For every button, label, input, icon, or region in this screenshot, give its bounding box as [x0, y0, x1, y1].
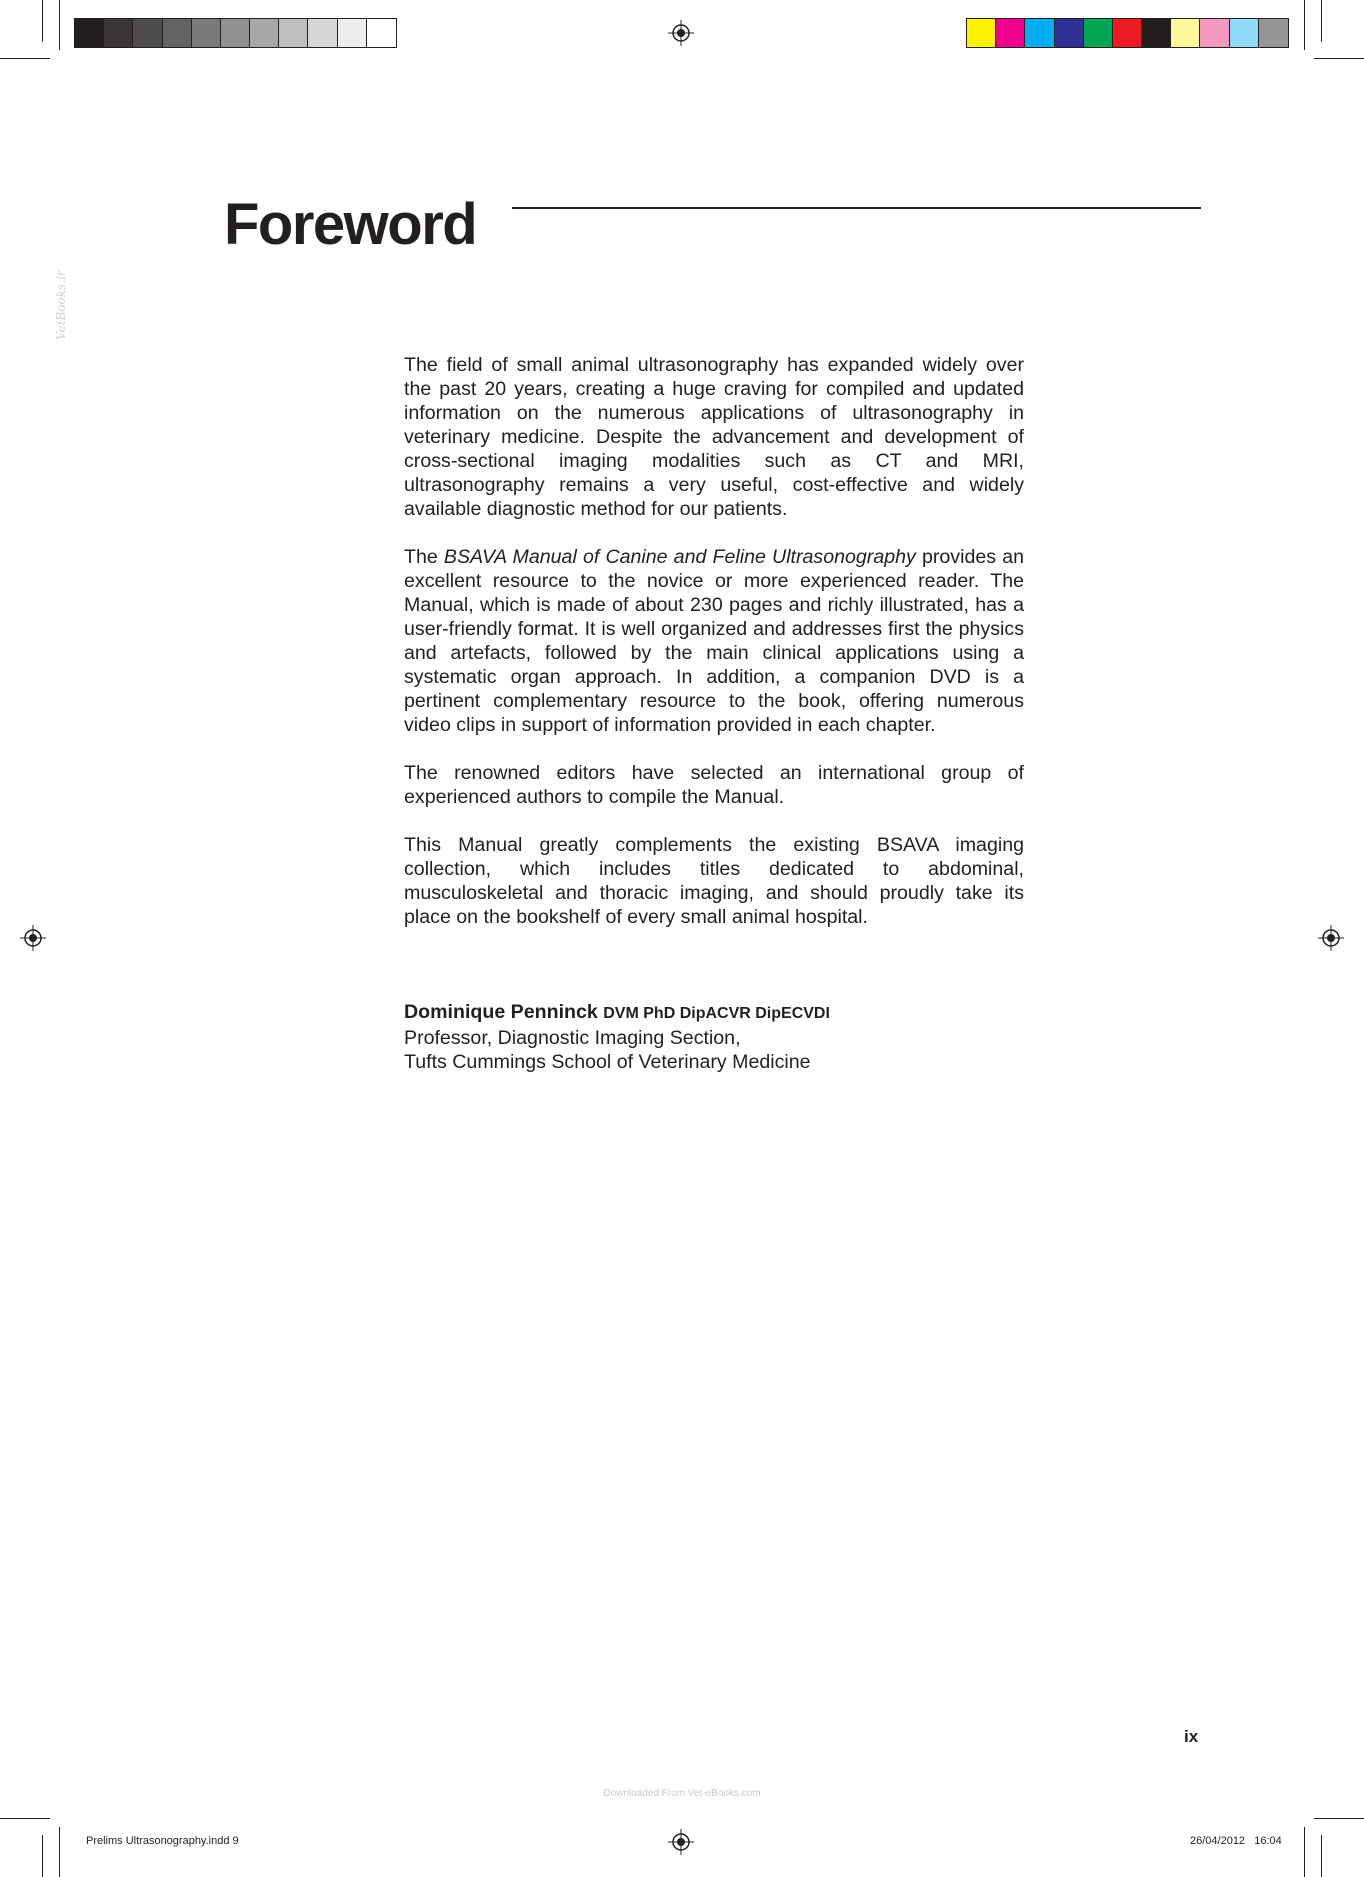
crop-mark [1314, 58, 1364, 59]
page-number: ix [1184, 1727, 1199, 1746]
process-color-bar [966, 18, 1289, 48]
color-swatch [1259, 19, 1288, 47]
paragraph: The field of small animal ultrasonography has expanded widely over the past 20 years, creating a huge craving for compiled and updated information on the numerous applications of ultrasonography in veterinary medicine. Despite the advancement and development of cross-sectional imaging modalities such as CT and MRI, ultrasonography remains a very useful, cost-effective and widely available diagnostic method for our patients. [404, 354, 1024, 520]
crop-mark [42, 0, 43, 42]
paragraph: The renowned editors have selected an international group of experienced authors to compile the Manual. [404, 762, 1024, 808]
grayscale-color-bar [74, 18, 397, 48]
color-swatch [1200, 19, 1229, 47]
foreword-body [404, 353, 1024, 953]
color-swatch [308, 19, 337, 47]
crop-mark [1304, 1827, 1305, 1877]
color-swatch [133, 19, 162, 47]
registration-mark-icon [1318, 925, 1344, 951]
author-institution: Tufts Cummings School of Veterinary Medicine [404, 1051, 811, 1073]
crop-mark [0, 1818, 50, 1819]
color-swatch [75, 19, 104, 47]
registration-mark-icon [668, 20, 694, 46]
crop-mark [42, 1835, 43, 1877]
color-swatch [338, 19, 367, 47]
book-title: BSAVA Manual of Canine and Feline Ultrasonography [443, 546, 916, 568]
paragraph: This Manual greatly complements the existing BSAVA imaging collection, which includes titles dedicated to abdominal, musculoskeletal and thoracic imaging, and should proudly take its place on the bookshelf of every small animal hospital. [404, 834, 1024, 928]
crop-mark [1321, 0, 1322, 42]
crop-mark [59, 0, 60, 50]
author-qualifications: DVM PhD DipACVR DipECVDI [603, 1005, 830, 1022]
paragraph [404, 545, 1024, 737]
title-rule [512, 207, 1201, 209]
crop-mark [1314, 1818, 1364, 1819]
color-swatch [192, 19, 221, 47]
author-name: Dominique Penninck [404, 1001, 598, 1023]
crop-mark [1304, 0, 1305, 50]
color-swatch [1025, 19, 1054, 47]
color-swatch [279, 19, 308, 47]
color-swatch [1142, 19, 1171, 47]
registration-mark-icon [20, 925, 46, 951]
color-swatch [967, 19, 996, 47]
color-swatch [1113, 19, 1142, 47]
paragraph-lead: The [404, 546, 444, 568]
crop-mark [59, 1827, 60, 1877]
registration-mark-icon [668, 1829, 694, 1855]
paragraph-rest: provides an excellent resource to the novice or more experienced reader. The Manual, which is made of about 230 pages and richly illustrated, has a user-friendly format. It is well organized and addresses first the physics and artefacts, followed by the main clinical applications using a systematic organ approach. In addition, a companion DVD is a pertinent complementary resource to the book, offering numerous video clips in support of information provided in each chapter. [404, 546, 1024, 736]
color-swatch [1230, 19, 1259, 47]
signature-block [404, 1000, 830, 1074]
file-slug: Prelims Ultrasonography.indd 9 [86, 1835, 239, 1847]
page-title: Foreword [224, 192, 477, 257]
color-swatch [163, 19, 192, 47]
color-swatch [996, 19, 1025, 47]
crop-mark [1321, 1835, 1322, 1877]
crop-mark [0, 58, 50, 59]
date-slug: 26/04/2012 16:04 [1190, 1835, 1282, 1847]
author-line [404, 1000, 830, 1026]
color-swatch [104, 19, 133, 47]
color-swatch [221, 19, 250, 47]
watermark: VetBooks.ir [54, 270, 68, 340]
color-swatch [1055, 19, 1084, 47]
download-note: Downloaded From Vet-eBooks.com [603, 1788, 761, 1799]
color-swatch [1084, 19, 1113, 47]
color-swatch [1171, 19, 1200, 47]
author-position: Professor, Diagnostic Imaging Section, [404, 1027, 741, 1049]
color-swatch [367, 19, 396, 47]
color-swatch [250, 19, 279, 47]
